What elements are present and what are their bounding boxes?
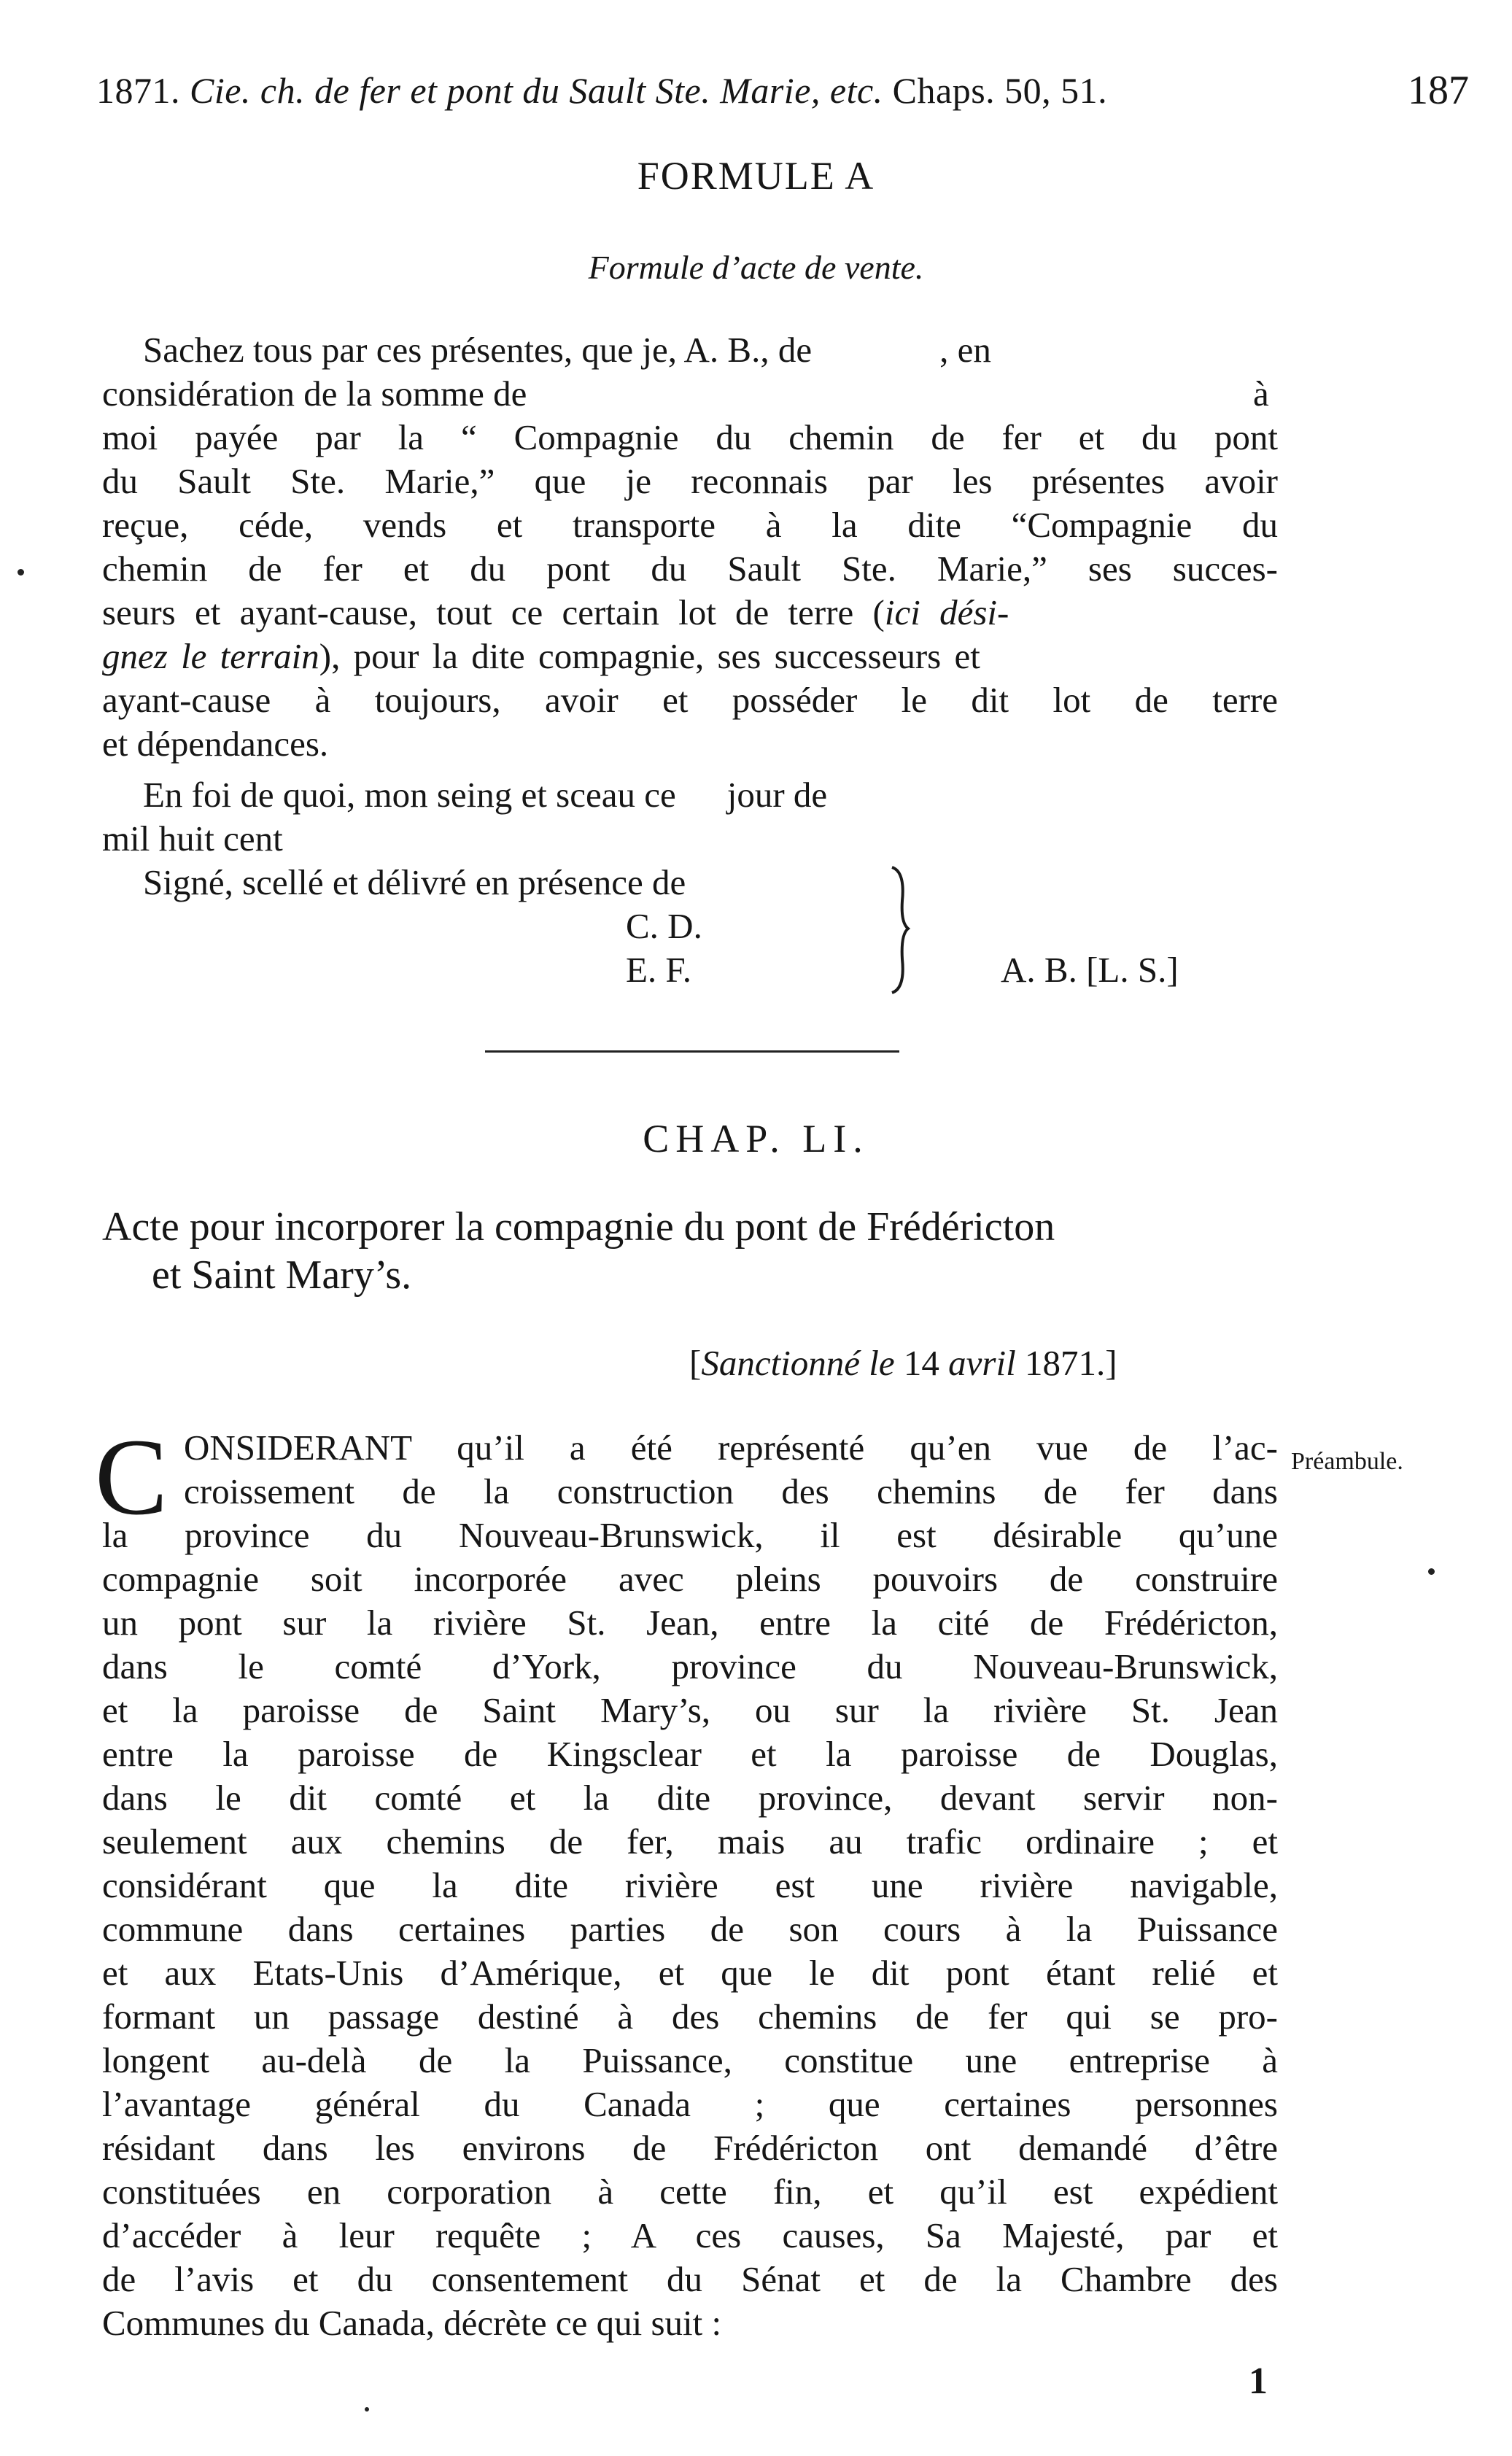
formule-line: chemin de fer et du pont du Sault Ste. Marie,” ses succes- [102, 549, 1278, 589]
act-title-line-1: Acte pour incorporer la compagnie du pont de Frédéricton [102, 1204, 1055, 1250]
body-line: compagnie soit incorporée avec pleins pouvoirs de construire [102, 1559, 1278, 1599]
formule-subtitle: Formule d’acte de vente. [588, 249, 924, 286]
page-number: 187 [1408, 68, 1469, 113]
body-line: un pont sur la rivière St. Jean, entre la cité de Frédéricton, [102, 1603, 1278, 1643]
signature-mark: 1 [1249, 2360, 1268, 2402]
witness-2: E. F. [626, 950, 692, 990]
header-year: 1871. [96, 70, 180, 111]
formule-line: et dépendances. [102, 724, 329, 764]
scan-speck [18, 569, 24, 576]
formule-line: gnez le terrain), pour la dite compagnie, ses successeurs et [102, 636, 980, 676]
scan-speck [365, 2407, 369, 2412]
body-line: croissement de la construction des chemins de fer dans [184, 1471, 1278, 1511]
chapter-title: CHAP. LI. [643, 1117, 869, 1161]
body-line: dans le comté d’York, province du Nouveau-Brunswick, [102, 1646, 1278, 1686]
body-line: commune dans certaines parties de son cours à la Puissance [102, 1909, 1278, 1949]
margin-note-preambule: Préambule. [1291, 1448, 1403, 1475]
body-line: entre la paroisse de Kingsclear et la paroisse de Douglas, [102, 1734, 1278, 1774]
formule-line: moi payée par la “ Compagnie du chemin de fer et du pont [102, 417, 1278, 457]
body-line: la province du Nouveau-Brunswick, il est désirable qu’une [102, 1515, 1278, 1555]
formule-line: Sachez tous par ces présentes, que je, A. B., de , en [143, 330, 991, 370]
body-line: constituées en corporation à cette fin, et qu’il est expédient [102, 2172, 1278, 2212]
body-line: et aux Etats-Unis d’Amérique, et que le dit pont étant relié et [102, 1953, 1278, 1993]
brace-icon [886, 864, 915, 996]
body-line: et la paroisse de Saint Mary’s, ou sur la rivière St. Jean [102, 1690, 1278, 1730]
body-line: Communes du Canada, décrète ce qui suit : [102, 2303, 722, 2343]
act-title-line-2: et Saint Mary’s. [152, 1252, 412, 1298]
body-line: longent au-delà de la Puissance, constitue une entreprise à [102, 2040, 1278, 2080]
body-line: d’accéder à leur requête ; A ces causes, Sa Majesté, par et [102, 2215, 1278, 2255]
formule-line: considération de la somme de à [102, 373, 1269, 414]
body-line: seulement aux chemins de fer, mais au trafic ordinaire ; et [102, 1821, 1278, 1862]
formule-line: mil huit cent [102, 818, 283, 859]
section-rule [485, 1050, 899, 1053]
formule-title: FORMULE A [637, 154, 875, 198]
sanction-date: [Sanctionné le 14 avril 1871.] [689, 1343, 1117, 1383]
body-line: résidant dans les environs de Frédéricton ont demandé d’être [102, 2128, 1278, 2168]
drop-cap: C [95, 1417, 168, 1538]
body-line: l’avantage général du Canada ; que certaines personnes [102, 2084, 1278, 2124]
formule-line: du Sault Ste. Marie,” que je reconnais par les présentes avoir [102, 461, 1278, 501]
body-line: dans le dit comté et la dite province, devant servir non- [102, 1778, 1278, 1818]
running-header [96, 69, 1107, 112]
header-chapters: Chaps. 50, 51. [892, 70, 1108, 111]
body-line: formant un passage destiné à des chemins de fer qui se pro- [102, 1996, 1278, 2037]
witness-1: C. D. [626, 906, 702, 946]
formule-line: ayant-cause à toujours, avoir et posséder le dit lot de terre [102, 680, 1278, 720]
formule-line: seurs et ayant-cause, tout ce certain lot de terre (ici dési- [102, 592, 1009, 632]
body-line: considérant que la dite rivière est une rivière navigable, [102, 1865, 1278, 1905]
body-line: de l’avis et du consentement du Sénat et de la Chambre des [102, 2259, 1278, 2299]
header-running-title: Cie. ch. de fer et pont du Sault Ste. Marie, etc. [190, 70, 883, 111]
body-line: ONSIDERANT qu’il a été représenté qu’en vue de l’ac- [184, 1427, 1278, 1468]
formule-line: reçue, céde, vends et transporte à la dite “Compagnie du [102, 505, 1278, 545]
scan-speck [1428, 1568, 1435, 1575]
signed-line: Signé, scellé et délivré en présence de [143, 862, 686, 902]
signer: A. B. [L. S.] [1001, 950, 1179, 990]
formule-line: En foi de quoi, mon seing et sceau ce jour de [143, 775, 828, 815]
